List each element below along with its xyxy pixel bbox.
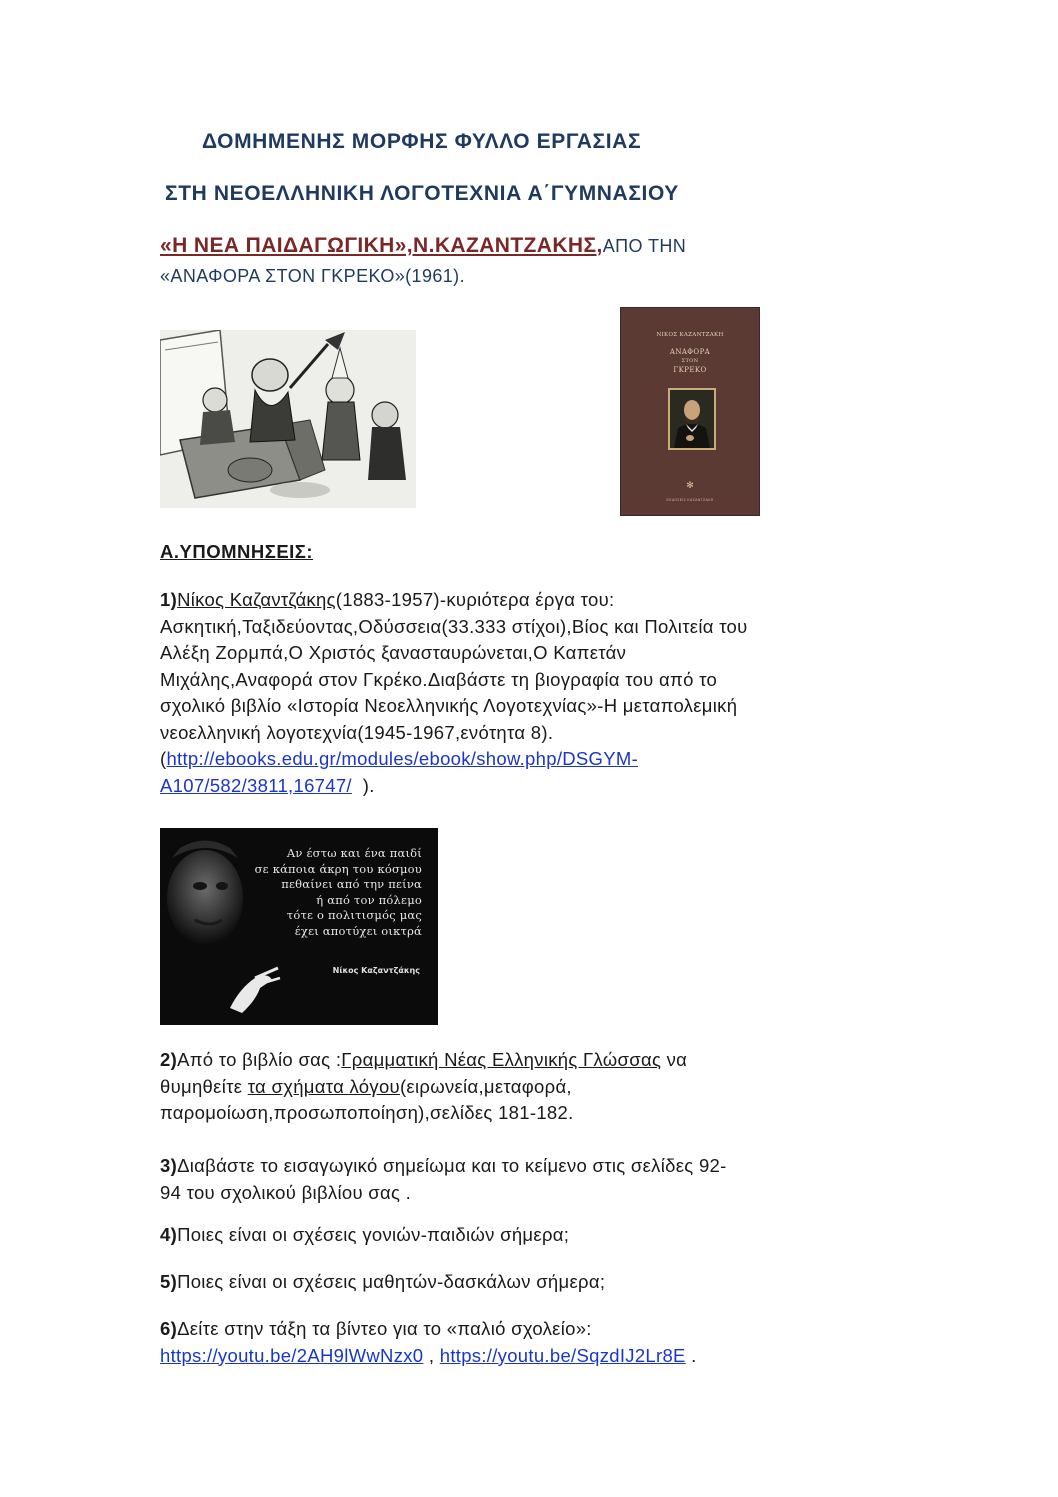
kazantzakis-quote-image (160, 828, 438, 1025)
item-4-number: 4) (160, 1224, 178, 1245)
item-3-line-2: 94 του σχολικού βιβλίου σας . (160, 1181, 412, 1203)
classroom-caricature-image (160, 330, 416, 508)
item-1-line-1 (160, 587, 920, 614)
item-3-text-1: Διαβάστε το εισαγωγικό σημείωμα και το κείμενο στις σελίδες 92- (177, 1155, 727, 1176)
title-line-1: ΔΟΜΗΜΕΝΗΣ ΜΟΡΦΗΣ ΦΥΛΛΟ ΕΡΓΑΣΙΑΣ (202, 130, 642, 153)
item-4 (160, 1222, 920, 1249)
item-2-line-3: παρομοίωση,προσωποποίηση),σελίδες 181-182. (160, 1102, 574, 1123)
item-6 (160, 1316, 920, 1369)
item-1-tail: ). (351, 774, 375, 796)
item-6-text: Δείτε στην τάξη τα βίντεο για το «παλιό σχολείο»: (177, 1318, 592, 1339)
item-6-separator: , (423, 1344, 440, 1366)
item-1-author-name: Νίκος Καζαντζάκης (177, 589, 336, 610)
item-1-paren: ( (160, 748, 167, 769)
item-5-text: Ποιες είναι οι σχέσεις μαθητών-δασκάλων σήμερα; (177, 1271, 606, 1292)
caricature-drawing-icon (160, 330, 416, 508)
subtitle-line-2: «ΑΝΑΦΟΡΑ ΣΤΟΝ ΓΚΡΕΚΟ»(1961). (160, 266, 465, 286)
item-5 (160, 1269, 920, 1296)
book-cover-image (620, 307, 760, 516)
item-6-line-1 (160, 1316, 920, 1343)
book-cover-title-2: ΣΤΟΝ (681, 358, 699, 364)
book-cover-title (621, 348, 759, 375)
youtube-link-2[interactable]: https://youtu.be/SqzdIJ2Lr8E (439, 1344, 686, 1366)
subtitle-rest: ΑΠΟ ΤΗΝ (602, 236, 687, 256)
item-1-line-5: σχολικό βιβλίο «Ιστορία Νεοελληνικής Λογοτεχνίας»-Η μεταπολεμική (160, 695, 738, 716)
item-3-number: 3) (160, 1155, 178, 1176)
item-2-figures-of-speech: τα σχήματα λόγου (247, 1075, 400, 1097)
portrait-icon (670, 390, 714, 448)
youtube-link-1[interactable]: https://youtu.be/2AH9lWwNzx0 (160, 1344, 424, 1366)
item-2-pre: Από το βιβλίο σας : (177, 1049, 342, 1070)
ebook-link-part-2[interactable]: A107/582/3811,16747/ (160, 774, 352, 796)
item-1 (160, 587, 920, 799)
item-1-number: 1) (160, 589, 178, 610)
item-6-line-2 (160, 1343, 920, 1370)
item-1-line-8 (160, 773, 920, 800)
item-3-line-1 (160, 1153, 920, 1180)
item-2 (160, 1047, 920, 1127)
item-1-line-3: Αλέξη Ζορμπά,Ο Χριστός ξανασταυρώνεται,Ο Καπετάν (160, 642, 627, 663)
item-3 (160, 1153, 920, 1206)
subtitle-line-1 (160, 234, 686, 258)
book-cover-title-1: ΑΝΑΦΟΡΑ (669, 348, 711, 356)
item-2-line-2 (160, 1074, 920, 1101)
book-cover-publisher: ΕΚΔΟΣΕΙΣ ΚΑΖΑΝΤΖΑΚΗ (666, 498, 714, 502)
item-1-line-7 (160, 746, 920, 773)
item-6-number: 6) (160, 1318, 178, 1339)
item-4-text: Ποιες είναι οι σχέσεις γονιών-παιδιών σήμερα; (177, 1224, 570, 1245)
subtitle-comma: , (596, 234, 603, 257)
title-line-2: ΣΤΗ ΝΕΟΕΛΛΗΝΙΚΗ ΛΟΓΟΤΕΧΝΙΑ Α΄ΓΥΜΝΑΣΙΟΥ (165, 182, 679, 205)
item-2-line-1 (160, 1047, 920, 1074)
item-2-post: να (661, 1049, 688, 1070)
item-2-l2-pre: θυμηθείτε (160, 1075, 248, 1097)
item-5-number: 5) (160, 1271, 178, 1292)
book-cover-portrait (668, 388, 716, 450)
book-cover-emblem-icon: ✻ (686, 480, 694, 490)
book-cover-title-3: ΓΚΡΕΚΟ (673, 366, 707, 374)
quote-text-content: Αν έστω και ένα παιδί σε κάποια άκρη του κόσμου πεθαίνει από την πείνα ή από τον πόλεμο τότε ο πολιτισμός μας έχει αποτύχει οικτρά (254, 846, 422, 938)
quote-author: Νίκος Καζαντζάκης (332, 966, 420, 975)
item-1-line-2: Ασκητική,Ταξιδεύοντας,Οδύσσεια(33.333 στίχοι),Βίος και Πολιτεία του (160, 615, 748, 637)
section-a-heading: Α.ΥΠΟΜΝΗΣΕΙΣ: (160, 541, 314, 562)
quote-text (255, 846, 422, 939)
ebook-link-part-1[interactable]: http://ebooks.edu.gr/modules/ebook/show.php/DSGYM- (166, 748, 639, 769)
book-cover-author: ΝΙΚΟΣ ΚΑΖΑΝΤΖΑΚΗ (656, 332, 724, 338)
item-1-line-4: Μιχάλης,Αναφορά στον Γκρέκο.Διαβάστε τη βιογραφία του από το (160, 668, 718, 690)
item-2-number: 2) (160, 1049, 178, 1070)
item-1-line-6: νεοελληνική λογοτεχνία(1945-1967,ενότητα 8). (160, 721, 554, 743)
item-1-text-1: (1883-1957)-κυριότερα έργα του: (335, 589, 615, 610)
item-6-end: . (685, 1344, 697, 1366)
subtitle-work-author: «Η ΝΕΑ ΠΑΙΔΑΓΩΓΙΚΗ»,Ν.ΚΑΖΑΝΤΖΑΚΗΣ (160, 234, 597, 257)
item-2-l2-post: (ειρωνεία,μεταφορά, (399, 1075, 572, 1097)
item-2-book-title: Γραμματική Νέας Ελληνικής Γλώσσας (341, 1049, 662, 1070)
